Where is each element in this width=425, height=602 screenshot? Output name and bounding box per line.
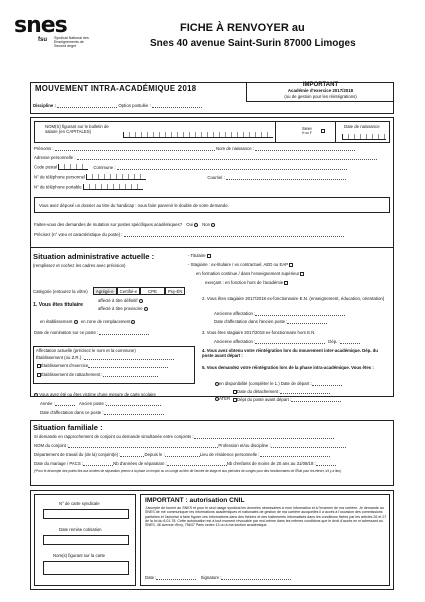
remplir-label: (remplissez et cochez les cadres avec précision)	[33, 263, 126, 268]
profession-label: Profession et/ou discipline :	[218, 443, 271, 448]
formation-label: en formation continue / dans l'enseignement supérieur	[196, 271, 300, 276]
handicap-box	[34, 197, 390, 213]
sexe-box[interactable]	[321, 129, 325, 133]
q4-label: 4. Vous avez obtenu votre réintégration lors du mouvement inter-académique. Dép. du poste avant départ :	[202, 348, 378, 359]
logo-tagline: Syndicat National des Enseignements de Second degré	[54, 36, 89, 48]
prenoms-label: Prénoms :	[34, 146, 54, 151]
etab-zr-label: Établissement (ou Z.R.) :	[36, 355, 84, 360]
departement-label: Département de travail du (de la) conjoint(e) :	[34, 452, 121, 457]
q2-label: 2. Vous êtes stagiaire 2017/2018 ex-fonctionnaire E.N. (enseignement, éducation, orientation)	[202, 296, 385, 301]
snes-logo	[14, 13, 89, 56]
tab-agrege[interactable]: Agrégé-e	[93, 287, 117, 295]
remise-field[interactable]	[43, 535, 129, 545]
non-label: Non	[202, 222, 211, 227]
etablissement-radio[interactable]	[74, 320, 78, 324]
tab-psy-en[interactable]: Psy-ÉN	[165, 287, 186, 295]
affecte-prov-label: affecté à titre provisoire	[98, 306, 143, 311]
mesure-radio[interactable]	[34, 393, 38, 397]
family-note: (*Pour le décompte des points liés aux années de séparation prenez à la place un emploi ou un congé au titre de l'année de stage et aux périodes de congés pour des fonctionnaires de l'État pour les élever, s'il y a lieu)	[34, 469, 342, 473]
ancienne-aff2-label: Ancienne affectation :	[214, 339, 256, 344]
important-title: IMPORTANT	[302, 82, 339, 88]
separation-field[interactable]	[167, 462, 227, 466]
categorie-label: Catégorie (entourez la vôtre)	[33, 289, 88, 294]
nom-conjoint-label: NOM du conjoint :	[34, 443, 69, 448]
header-title: FICHE À RENVOYER au	[180, 22, 305, 34]
signature-field[interactable]	[221, 576, 291, 580]
q1-label: 1. Vous êtes titulaire	[33, 302, 84, 308]
naissance-label: Date de naissance	[344, 124, 380, 129]
etab-exercice-field[interactable]	[88, 364, 168, 368]
gestion-label: (ou de gestion pour les réintégrations)	[284, 93, 357, 99]
commune-field[interactable]	[117, 166, 347, 170]
tab-cpe[interactable]: CPE	[140, 287, 165, 295]
tel-portable-ticks[interactable]	[83, 184, 143, 190]
ancien-poste-field[interactable]	[106, 402, 161, 406]
option-field[interactable]	[152, 104, 202, 108]
sexe-hf: H ou F	[302, 131, 312, 135]
zone-radio[interactable]	[131, 320, 135, 324]
commune-label: Commune :	[93, 164, 116, 170]
stagiaire-label: - Stagiaire : ex-titulaire / ex contractuel, AED ou EAP	[188, 262, 289, 267]
tab-certifie[interactable]: Certifié-e	[117, 287, 140, 295]
dep-field[interactable]	[340, 340, 360, 344]
profession-field[interactable]	[271, 444, 346, 448]
ancien-poste-label: Ancien poste :	[79, 401, 107, 406]
affecte-def-radio[interactable]	[139, 299, 143, 303]
date-field[interactable]	[156, 576, 196, 580]
depuis-label: Depuis le :	[144, 452, 165, 457]
lieu-label: Lieu de résidence personnelle :	[199, 452, 260, 457]
formation-check[interactable]	[300, 272, 304, 276]
important-box	[246, 82, 394, 102]
tel-portable-label: N° de téléphone portable	[34, 184, 82, 190]
date-aff-ancien-field[interactable]	[287, 320, 327, 324]
code-postal-label: Code postal	[34, 164, 57, 170]
separation-label: Nb d'années de séparation :	[113, 461, 167, 466]
titulaire-check[interactable]	[207, 254, 211, 258]
mariage-label: Date du mariage / PACS :	[34, 461, 84, 466]
titulaire-label: - Titulaire	[188, 253, 206, 258]
q5-label: 5. Vous demandez votre réintégration lors de la phase intra-académique. Vous êtes :	[202, 365, 374, 370]
detachement-label: Date du détachement :	[237, 389, 281, 394]
date-aff-ancien-label: Date d'affectation dans l'ancien poste :	[214, 319, 288, 324]
affecte-prov-radio[interactable]	[144, 307, 148, 311]
affecte-def-label: affecté à titre définitif	[98, 298, 138, 303]
carte-field[interactable]	[43, 509, 129, 519]
remise-label: Date remise cotisation	[59, 527, 102, 532]
annee-field[interactable]	[55, 402, 75, 406]
rapprochement-label: Si demande en rapprochement de conjoint ou demande simultanée entre conjoints :	[34, 434, 194, 439]
etablissement-label: en établissement	[40, 319, 73, 324]
date-label: Date :	[145, 575, 157, 580]
ancienne-aff2-field[interactable]	[255, 340, 325, 344]
family-title: Situation familiale :	[33, 423, 103, 432]
exercant-label: exerçant : en fonction hors de l'académie	[205, 280, 284, 285]
postes-spec-label: Faites-vous des demandes de mutation sur postes spécifiques académiques?	[34, 222, 183, 227]
etab-rattachement-field[interactable]	[103, 373, 158, 377]
nom-label: NOM(S) figurant sur le bulletin de salaire (en CAPITALES)	[45, 124, 109, 135]
ancienne-aff-label: Ancienne affectation :	[214, 311, 256, 316]
stagiaire-check[interactable]	[289, 263, 293, 267]
detachement-field[interactable]	[280, 390, 330, 394]
courriel-label: Courriel :	[207, 174, 225, 180]
affectation-box	[33, 346, 195, 384]
nom-ticks[interactable]	[123, 132, 273, 138]
ater-label: ATER	[219, 396, 231, 401]
affectation-label: Affectation actuelle (précisez le nom et la commune)	[36, 348, 136, 353]
dep-avant-label: Dépt du poste avant départ :	[237, 397, 292, 402]
courriel-field[interactable]	[226, 176, 346, 180]
naissance-cell	[335, 122, 391, 143]
dep-avant-field[interactable]	[291, 398, 341, 402]
q3-label: 3. Vous êtes stagiaire 2017/2018 ex-fonctionnaire hors E.N.	[202, 330, 316, 335]
etab-exercice-label: Établissement d'exercice	[41, 363, 89, 368]
depuis-field[interactable]	[165, 453, 200, 457]
mesure-label: Vous avez été ou êtes victime d'une mesure de carte scolaire	[39, 392, 156, 397]
lieu-field[interactable]	[260, 453, 330, 457]
departement-field[interactable]	[120, 453, 144, 457]
dispo-label: en disponibilité (compléter le 1.) Date de départ :	[219, 381, 312, 386]
code-postal-ticks[interactable]	[58, 164, 88, 170]
nom-naissance-field[interactable]	[255, 147, 355, 151]
nom-conjoint-field[interactable]	[68, 444, 218, 448]
option-label: Option postulée :	[118, 103, 151, 108]
oui-label: Oui	[186, 222, 193, 227]
exercant-check[interactable]	[284, 281, 288, 285]
cnil-text: J'accepte de fournir au SNES et pour le seul usage syndical les données nécessaires à mon information et à l'examen de ma carrière. Je demande au SNES de me communiquer les informations académiques et nationales de gestion de ma carrière auxquelles il a accès à l'occasion des commissions paritaires et l'autorise à faire figurer ces informations dans des fichiers et des traitements informatisés dans les conditions fixées par les articles 26 et 27 de la loi du 6.01.78. Cette autorisation est à tout moment révocable par moi-même dans les mêmes conditions que le droit d'accès en m'adressant au SNES, 46 avenue d'Ivry, 75647 Paris cedex 13 ou à ma section académique.	[145, 506, 387, 528]
admin-divider	[30, 247, 394, 248]
date-nom-field[interactable]	[99, 331, 149, 335]
nom-naissance-label: Nom de naissance :	[216, 146, 254, 151]
naissance-ticks[interactable]	[342, 134, 386, 140]
header-address: Snes 40 avenue Saint-Surin 87000 Limoges	[150, 38, 356, 49]
name-box	[34, 121, 390, 143]
zone-label: en zone de remplacement	[80, 319, 131, 324]
sexe-cell	[275, 122, 335, 143]
logo-fsu: fsu	[38, 37, 47, 43]
adresse-label: Adresse personnelle :	[34, 155, 76, 160]
discipline-field[interactable]	[57, 104, 117, 108]
nom-carte-field[interactable]	[43, 561, 129, 575]
sexe-label: Sexe	[302, 126, 312, 131]
enfants-label: Nb d'enfants de moins de 20 ans au 31/08/18 :	[226, 461, 316, 466]
etab-zr-field[interactable]	[84, 356, 174, 360]
tel-perso-ticks[interactable]	[86, 174, 146, 180]
annee-label: Année :	[40, 401, 55, 406]
precisez-field[interactable]	[124, 233, 344, 237]
mariage-field[interactable]	[83, 462, 113, 466]
rapprochement-field[interactable]	[194, 435, 334, 439]
ancienne-aff-field[interactable]	[255, 312, 345, 316]
nom-carte-label: Nom(s) figurant sur la carte	[53, 553, 106, 558]
precisez-label: Précisez (n° vœu et caractéristique du poste) :	[34, 232, 123, 237]
signature-label: Signature :	[200, 575, 222, 580]
cnil-title: IMPORTANT : autorisation CNIL	[145, 497, 245, 504]
enfants-field[interactable]	[316, 462, 336, 466]
logo-brand: snes	[14, 13, 67, 38]
date-nom-label: Date de nomination sur ce poste :	[34, 330, 99, 335]
oui-radio[interactable]	[194, 223, 198, 227]
dispo-field[interactable]	[312, 382, 342, 386]
dep-label: Dép. :	[328, 339, 340, 344]
syndicate-box	[34, 494, 136, 586]
prenoms-field[interactable]	[55, 147, 215, 151]
discipline-label: Discipline :	[33, 103, 56, 108]
movement-title: MOUVEMENT INTRA-ACADÉMIQUE 2018	[35, 84, 197, 93]
etab-rattachement-label: Établissement de rattachement :	[41, 372, 103, 377]
admin-title: Situation administrative actuelle :	[33, 252, 155, 261]
adresse-field[interactable]	[77, 156, 377, 160]
tel-perso-label: N° de téléphone personnel	[34, 174, 85, 180]
non-radio[interactable]	[211, 223, 215, 227]
handicap-text: Vous avez déposé un dossier au titre du handicap : nous faire parvenir le double de votre demande.	[39, 203, 229, 208]
academie-label: Académie d'exercice 2017/2018	[287, 88, 354, 93]
cnil-box	[140, 494, 390, 586]
carte-label: N° de carte syndicale	[59, 501, 100, 506]
date-aff-label: Date d'affectation dans ce poste :	[40, 410, 104, 415]
date-aff-field[interactable]	[104, 411, 164, 415]
